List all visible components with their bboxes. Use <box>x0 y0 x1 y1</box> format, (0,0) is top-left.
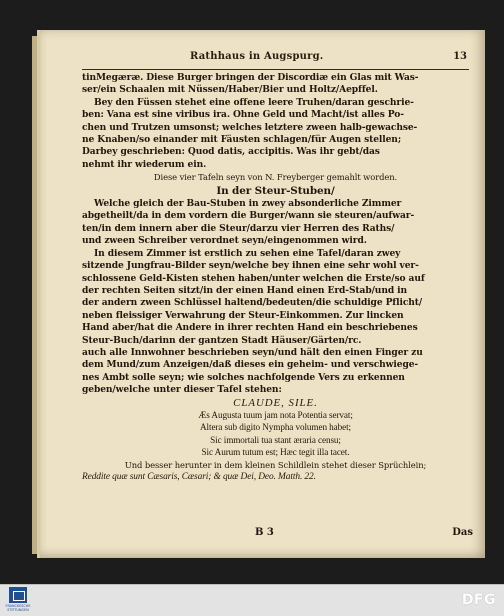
text-line: geben/welche unter dieser Tafel stehen: <box>82 384 282 396</box>
text-line: Reddite quæ sunt Cæsaris, Cæsari; & quæ Dei, Deo. Matth. 22. <box>82 472 316 482</box>
running-head-title: Rathhaus in Augspurg. <box>190 51 324 62</box>
dfg-logo[interactable]: DFG <box>461 592 496 608</box>
page-number: 13 <box>453 51 467 62</box>
running-head <box>40 51 485 67</box>
text-line: Altera sub digito Nympha volumen habet; <box>200 422 351 433</box>
text-line: und zween Schreiber verordnet seyn/eingenommen wird. <box>82 235 367 247</box>
text-line: neben fleissiger Verwahrung der Steur-Einkommen. Zur lincken <box>82 309 404 321</box>
text-line: schlossene Geld-Kisten stehen haben/unter welchen die Erste/so auf <box>82 272 425 284</box>
text-line: der andern zween Schlüssel haltend/bedeuten/die schuldige Pflicht/ <box>82 297 423 309</box>
text-line: abgetheilt/da in dem vordern die Burger/wann sie steuren/aufwar- <box>82 210 415 222</box>
text-line: Hand aber/hat die Andere in ihrer rechten Hand ein beschriebenes <box>82 322 418 334</box>
library-logo[interactable] <box>4 587 32 614</box>
text-line: nehmt ihr wiederum ein. <box>82 158 207 170</box>
text-line: Welche gleich der Bau-Stuben in zwey absonderliche Zimmer <box>94 198 402 210</box>
text-line: Bey den Füssen stehet eine offene leere Truhen/daran geschrie- <box>94 96 414 108</box>
text-line: der rechten Seiten sitzt/in der einen Hand einen Erd-Stab/und in <box>82 284 408 296</box>
page-body-text <box>82 72 469 483</box>
text-line: Sic Aurum tutum est; Hæc tegit illa tacet. <box>201 447 350 458</box>
library-logo-caption: FRANCKESCHE STIFTUNGEN <box>5 604 31 612</box>
text-line: Sic immortali tua stant æraria censu; <box>210 434 341 445</box>
text-line: In diesem Zimmer ist erstlich zu sehen eine Tafel/daran zwey <box>94 247 401 259</box>
text-line: Æs Augusta tuum jam nota Potentia servat; <box>198 409 353 420</box>
library-logo-icon <box>9 587 27 603</box>
text-line: chen und Trutzen umsonst; welches letztere zween halb-gewachse- <box>82 121 418 133</box>
text-line: ben: Vana est sine viribus ira. Ohne Geld und Macht/ist alles Po- <box>82 109 404 121</box>
text-line: ser/ein Schaalen mit Nüssen/Haber/Bier und Holtz/Aepffel. <box>82 84 378 96</box>
scanned-page <box>37 30 485 558</box>
signature-mark: B 3 <box>255 527 274 538</box>
head-rule <box>82 69 469 70</box>
text-line: nes Ambt solle seyn; wie solches nachfolgende Vers zu erkennen <box>82 371 405 383</box>
text-line: sitzende Jungfrau-Bilder seyn/welche bey ihnen eine sehr wohl ver- <box>82 260 419 272</box>
text-line: dem Mund/zum Anzeigen/daß dieses ein geheim- und verschwiege- <box>82 359 419 371</box>
text-line: auch alle Innwohner beschrieben seyn/und hält den einen Finger zu <box>82 346 423 358</box>
catchword: Das <box>452 527 473 538</box>
text-line: ten/in dem innern aber die Steur/darzu vier Herren des Raths/ <box>82 222 395 234</box>
text-line: CLAUDE, SILE. <box>233 396 318 409</box>
text-line: tinMegæræ. Diese Burger bringen der Discordiæ ein Glas mit Was- <box>82 72 419 83</box>
text-line: Diese vier Tafeln seyn von N. Freyberger gemahlt worden. <box>153 172 398 183</box>
text-line: Und besser herunter in dem kleinen Schildlein stehet dieser Sprüchlein; <box>124 459 427 470</box>
text-line: In der Steur-Stuben/ <box>216 184 335 197</box>
text-line: ne Knaben/so einander mit Fäusten schlagen/für Augen stellen; <box>82 134 402 146</box>
text-line: Darbey geschrieben: Quod datis, accipitis. Was ihr gebt/das <box>82 146 380 158</box>
viewer-footer <box>0 584 504 616</box>
text-line: Steur-Buch/darinn der gantzen Stadt Häuser/Gärten/rc. <box>82 334 362 346</box>
